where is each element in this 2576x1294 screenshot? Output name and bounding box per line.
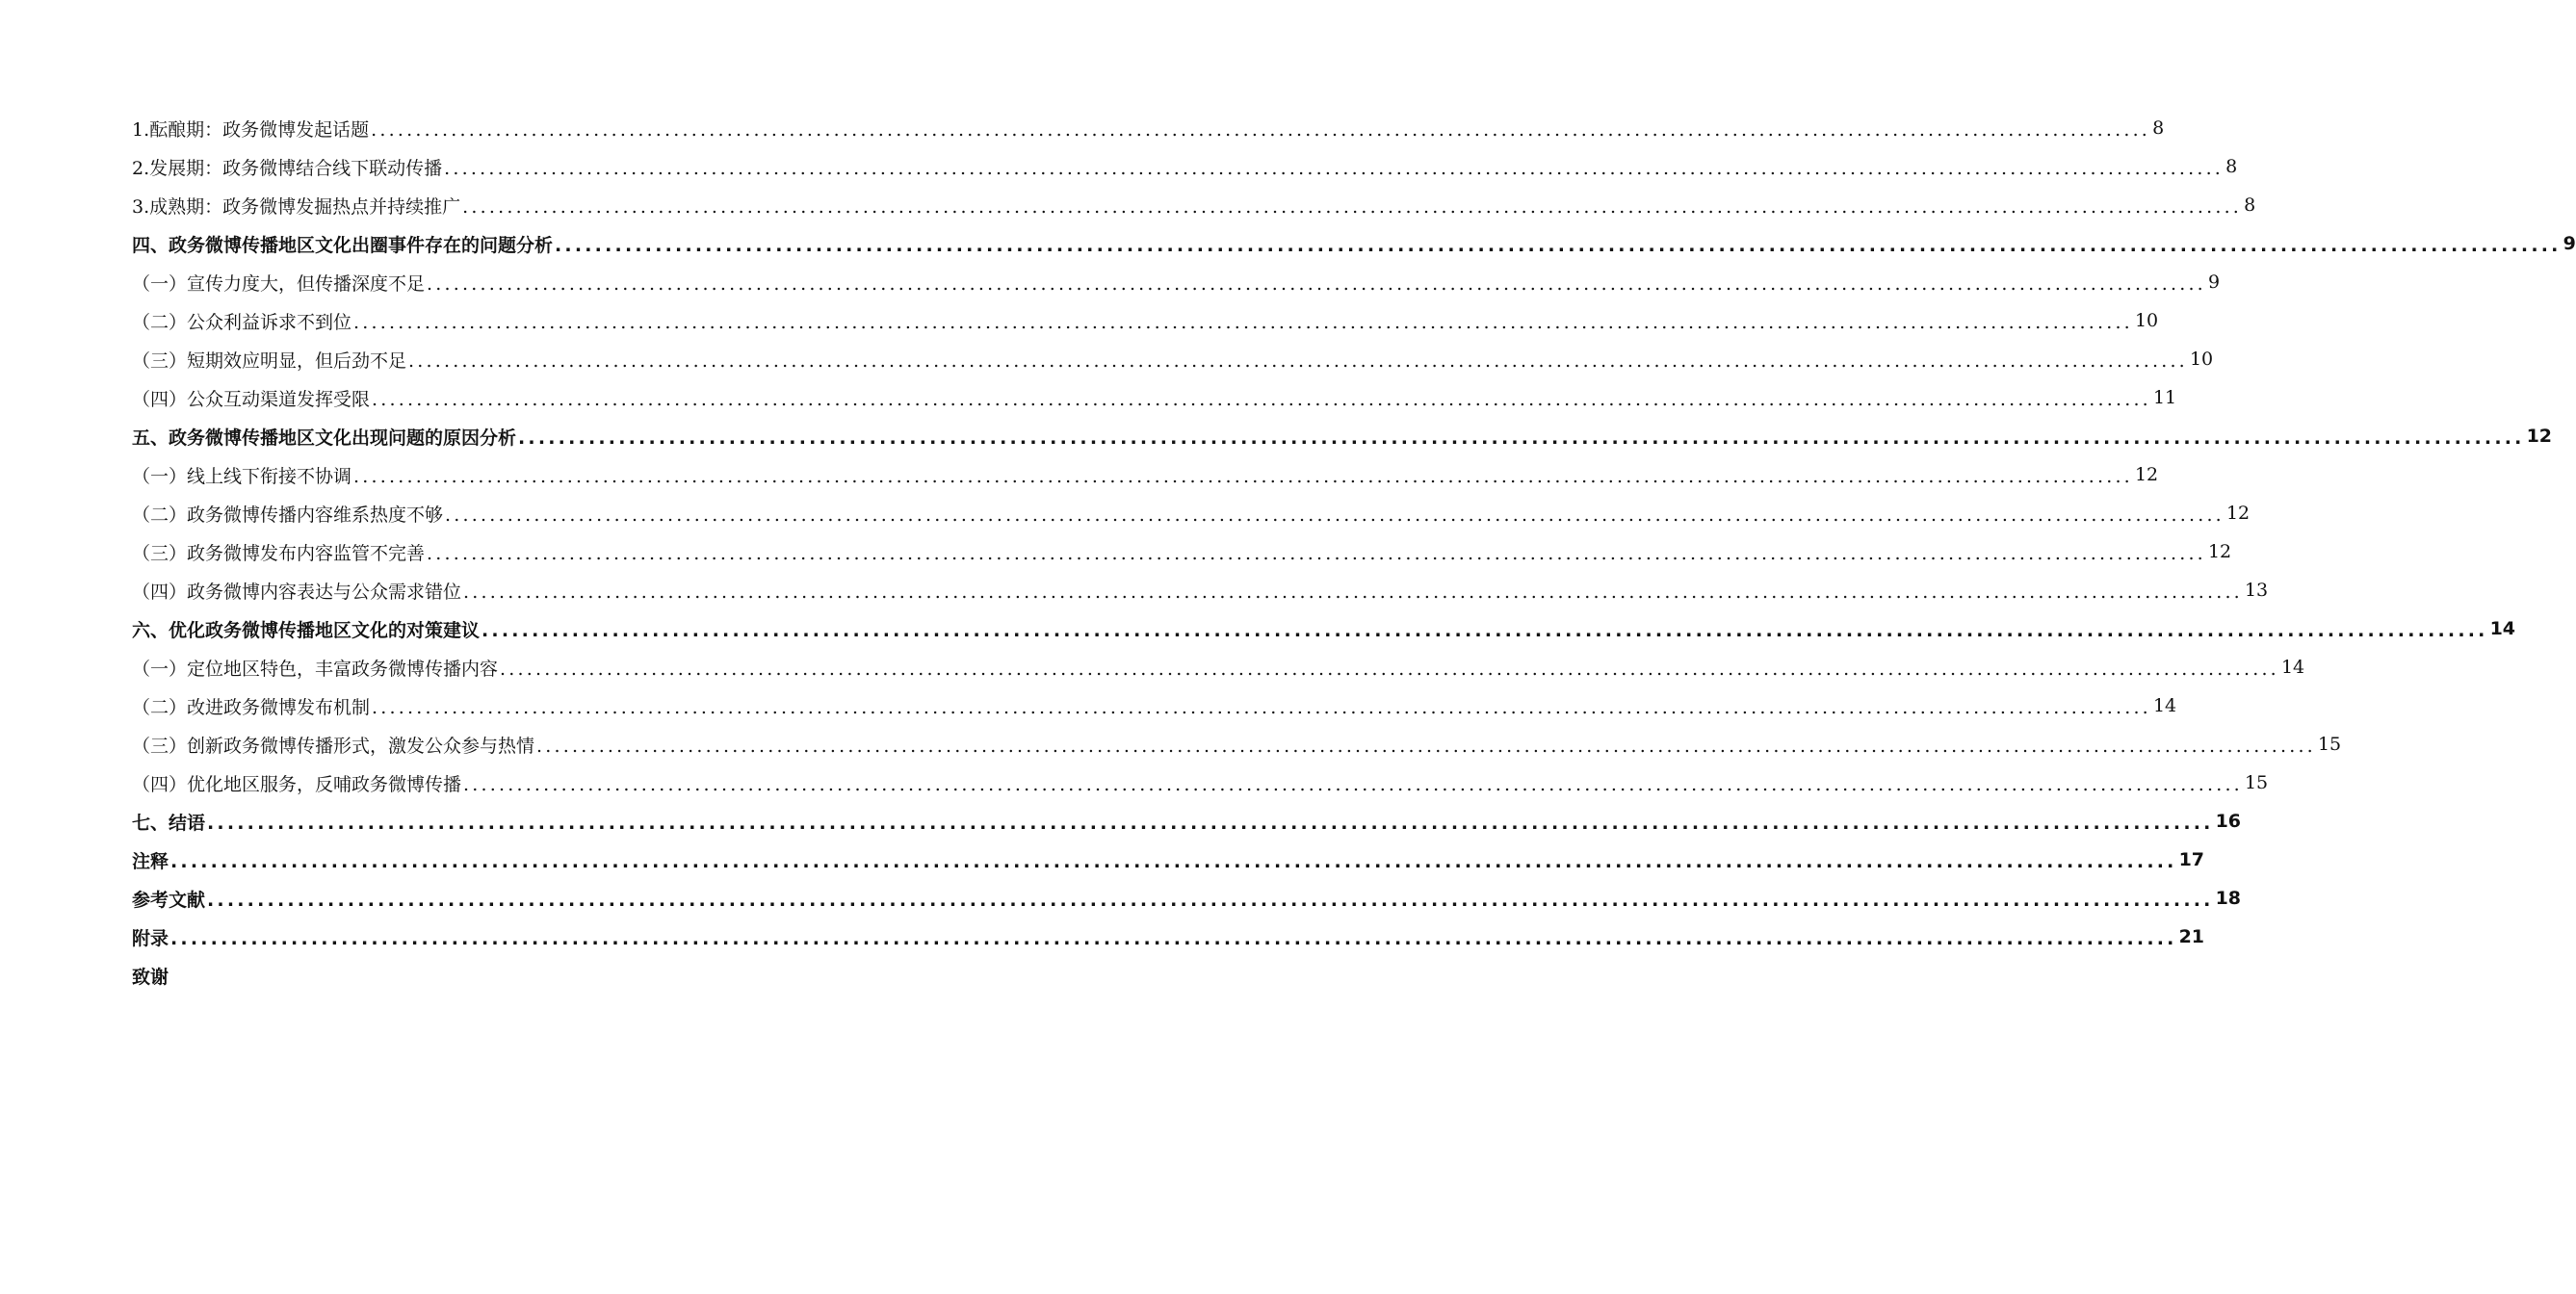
toc-entry-0[interactable]: [132, 109, 2165, 147]
toc-entry-title: 四、政务微博传播地区文化出圈事件存在的问题分析: [132, 234, 554, 256]
toc-entry-title: 附录: [132, 927, 169, 949]
toc-dot-leader: ........................................................................................................................................................................................................: [536, 735, 2316, 757]
toc-dot-leader: ........................................................................................................................................................................................................: [481, 619, 2488, 641]
toc-entry-page-number: 15: [2244, 772, 2269, 793]
toc-entry-page-number: 12: [2207, 541, 2232, 562]
toc-entry-title: （二）政务微博传播内容维系热度不够: [132, 504, 444, 526]
toc-entry-page-number: 10: [2134, 310, 2159, 331]
toc-entry-page-number: 14: [2152, 695, 2177, 716]
toc-entry-12[interactable]: [132, 571, 2269, 609]
toc-entry-page-number: 12: [2225, 503, 2251, 524]
toc-dot-leader: ........................................................................................................................................................................................................: [353, 465, 2133, 487]
toc-dot-leader: ........................................................................................................................................................................................................: [353, 311, 2133, 333]
toc-entry-title: 注释: [132, 850, 169, 872]
toc-entry-page-number: 9: [2563, 233, 2576, 254]
toc-entry-8[interactable]: [132, 417, 2553, 455]
toc-dot-leader: ........................................................................................................................................................................................................: [207, 812, 2214, 834]
toc-entry-5[interactable]: [132, 301, 2159, 340]
toc-entry-title: （二）公众利益诉求不到位: [132, 311, 352, 333]
toc-entry-22[interactable]: [132, 956, 819, 995]
toc-entry-title: （三）政务微博发布内容监管不完善: [132, 542, 426, 564]
toc-entry-page-number: 8: [2225, 156, 2238, 177]
toc-entry-title: （四）政务微博内容表达与公众需求错位: [132, 581, 462, 603]
toc-entry-page-number: 14: [2489, 618, 2516, 639]
toc-entry-title: （四）公众互动渠道发挥受限: [132, 388, 371, 410]
toc-entry-title: 3.成熟期：政务微博发掘热点并持续推广: [132, 195, 461, 218]
toc-entry-9[interactable]: [132, 455, 2159, 494]
toc-entry-2[interactable]: [132, 186, 2256, 224]
toc-entry-page-number: 15: [2317, 734, 2342, 755]
toc-dot-leader: ........................................................................................................................................................................................................: [170, 927, 2177, 949]
toc-entry-title: （二）改进政务微博发布机制: [132, 696, 371, 718]
toc-entry-title: 1.酝酿期：政务微博发起话题: [132, 118, 370, 141]
toc-entry-title: （三）创新政务微博传播形式，激发公众参与热情: [132, 735, 535, 757]
toc-entry-3[interactable]: [132, 224, 2576, 263]
toc-entry-title: 七、结语: [132, 812, 206, 834]
toc-entry-13[interactable]: [132, 609, 2516, 648]
toc-entry-10[interactable]: [132, 494, 2251, 532]
toc-entry-17[interactable]: [132, 763, 2269, 802]
toc-entry-page-number: 11: [2152, 387, 2177, 408]
toc-entry-7[interactable]: [132, 378, 2177, 417]
toc-entry-page-number: 18: [2215, 888, 2242, 909]
toc-entry-4[interactable]: [132, 263, 2221, 301]
toc-dot-leader: ........................................................................................................................................................................................................: [371, 118, 2151, 141]
toc-entry-21[interactable]: [132, 918, 2205, 956]
toc-entry-page-number: 12: [2526, 426, 2553, 447]
toc-dot-leader: ........................................................................................................................................................................................................: [372, 696, 2151, 718]
toc-entry-19[interactable]: [132, 841, 2205, 879]
toc-dot-leader: ........................................................................................................................................................................................................: [427, 272, 2206, 295]
toc-dot-leader: ........................................................................................................................................................................................................: [372, 388, 2151, 410]
toc-entry-1[interactable]: [132, 147, 2238, 186]
toc-entry-title: （一）线上线下衔接不协调: [132, 465, 352, 487]
toc-entry-page-number: 13: [2244, 580, 2269, 601]
toc-dot-leader: ........................................................................................................................................................................................................: [462, 195, 2243, 218]
toc-entry-page-number: 10: [2189, 349, 2214, 370]
toc-dot-leader: ........................................................................................................................................................................................................: [445, 504, 2225, 526]
toc-entry-title: 2.发展期：政务微博结合线下联动传播: [132, 157, 443, 179]
toc-dot-leader: ........................................................................................................................................................................................................: [207, 889, 2214, 911]
toc-dot-leader: ........................................................................................................................................................................................................: [463, 581, 2243, 603]
toc-entry-title: 五、政务微博传播地区文化出现问题的原因分析: [132, 427, 517, 449]
toc-dot-leader: ........................................................................................................................................................................................................: [555, 234, 2562, 256]
toc-entry-15[interactable]: [132, 686, 2177, 725]
toc-dot-leader: ........................................................................................................................................................................................................: [427, 542, 2206, 564]
toc-dot-leader: ........................................................................................................................................................................................................: [408, 349, 2188, 372]
toc-entry-page-number: 17: [2178, 849, 2205, 870]
toc-entry-page-number: 16: [2215, 811, 2242, 832]
toc-entry-20[interactable]: [132, 879, 2242, 918]
toc-entry-page-number: 9: [2207, 272, 2221, 293]
table-of-contents: [132, 109, 2576, 995]
toc-entry-14[interactable]: [132, 648, 2305, 686]
toc-entry-title: 六、优化政务微博传播地区文化的对策建议: [132, 619, 481, 641]
toc-dot-leader: ........................................................................................................................................................................................................: [170, 850, 2177, 872]
toc-entry-page-number: 8: [2244, 194, 2256, 216]
toc-entry-16[interactable]: [132, 725, 2342, 763]
toc-entry-title: 致谢: [132, 966, 169, 988]
toc-entry-11[interactable]: [132, 532, 2232, 571]
toc-entry-title: （一）定位地区特色，丰富政务微博传播内容: [132, 658, 499, 680]
toc-entry-6[interactable]: [132, 340, 2214, 378]
toc-dot-leader: ........................................................................................................................................................................................................: [463, 773, 2243, 795]
toc-entry-title: （四）优化地区服务，反哺政务微博传播: [132, 773, 462, 795]
toc-entry-title: （三）短期效应明显，但后劲不足: [132, 349, 407, 372]
toc-entry-page-number: 12: [2134, 464, 2159, 485]
toc-entry-page-number: 14: [2280, 657, 2305, 678]
toc-entry-title: （一）宣传力度大，但传播深度不足: [132, 272, 426, 295]
toc-entry-page-number: 8: [2152, 117, 2165, 139]
toc-entry-18[interactable]: [132, 802, 2242, 841]
toc-dot-leader: ........................................................................................................................................................................................................: [500, 658, 2279, 680]
toc-dot-leader: ........................................................................................................................................................................................................: [444, 157, 2225, 179]
toc-dot-leader: ........................................................................................................................................................................................................: [518, 427, 2525, 449]
toc-entry-title: 参考文献: [132, 889, 206, 911]
toc-entry-page-number: 21: [2178, 926, 2205, 947]
